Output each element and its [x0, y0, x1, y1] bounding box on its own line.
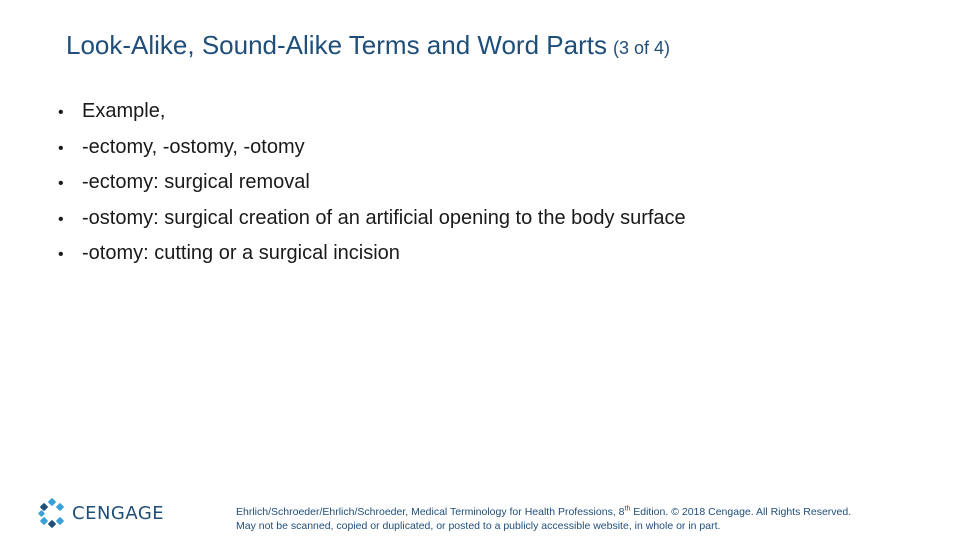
- bullet-text: -otomy: cutting or a surgical incision: [82, 242, 400, 264]
- cengage-logo-icon: [38, 498, 66, 528]
- slide-title: [66, 30, 670, 61]
- logo-wordmark: CENGAGE: [72, 502, 165, 524]
- bullet-list: [58, 100, 686, 278]
- footer-line-1: [236, 505, 851, 519]
- bullet-text: -ectomy: surgical removal: [82, 171, 310, 193]
- footer-copyright: Edition. © 2018 Cengage. All Rights Reserved.: [630, 506, 852, 518]
- bullet-text: -ectomy, -ostomy, -otomy: [82, 135, 305, 158]
- bullet-marker: •: [58, 175, 64, 192]
- bullet-item: [58, 100, 686, 136]
- cengage-logo: [38, 498, 164, 528]
- slide-title-suffix: (3 of 4): [612, 38, 670, 58]
- footer-citation: Ehrlich/Schroeder/Ehrlich/Schroeder, Medical Terminology for Health Professions, 8: [236, 506, 625, 518]
- footer-superscript: th: [624, 505, 631, 513]
- copyright-footer: [236, 505, 851, 533]
- bullet-item: [58, 171, 686, 207]
- bullet-text: -ostomy: surgical creation of an artificial opening to the body surface: [82, 206, 686, 229]
- bullet-marker: •: [58, 139, 64, 157]
- bullet-item: [58, 242, 686, 278]
- slide-title-main: Look-Alike, Sound-Alike Terms and Word Parts: [66, 30, 607, 60]
- bullet-marker: •: [58, 210, 64, 228]
- footer-line-2: May not be scanned, copied or duplicated, or posted to a publicly accessible website, in whole or in part.: [236, 520, 721, 532]
- bullet-marker: •: [58, 246, 64, 263]
- bullet-text: Example,: [82, 100, 166, 122]
- bullet-item: [58, 136, 686, 172]
- bullet-item: [58, 207, 686, 243]
- bullet-marker: •: [58, 104, 64, 121]
